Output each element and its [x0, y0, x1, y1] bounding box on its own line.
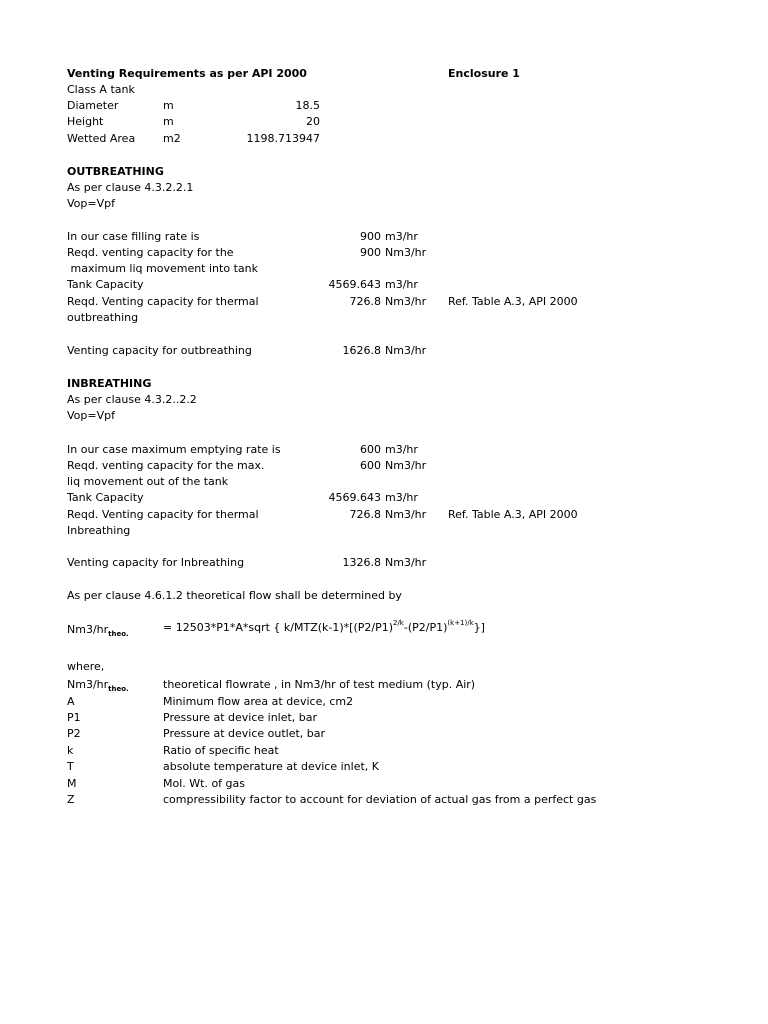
legend-symbol-text: k [67, 744, 74, 757]
where-label: where, [67, 660, 105, 673]
inbreathing-heading: INBREATHING [67, 377, 152, 390]
wetted-area-unit: m2 [163, 132, 181, 145]
legend-description: Pressure at device inlet, bar [163, 711, 318, 724]
formula-rhs-part-2: -(P2/P1) [403, 621, 448, 634]
legend-symbol [67, 694, 75, 710]
legend-description: absolute temperature at device inlet, K [163, 760, 379, 773]
height-unit: m [163, 115, 174, 128]
out-tank-capacity-label: Tank Capacity [67, 278, 144, 291]
in-thermal-value: 726.8 [349, 508, 381, 521]
in-total-unit: Nm3/hr [385, 556, 427, 569]
document-title: Venting Requirements as per API 2000 [67, 67, 307, 80]
out-thermal-label-2: outbreathing [67, 311, 139, 324]
legend-symbol [67, 743, 73, 759]
in-thermal-unit: Nm3/hr [385, 508, 427, 521]
in-tank-capacity-label: Tank Capacity [67, 491, 144, 504]
legend-symbol [67, 677, 129, 693]
emptying-rate-value: 600 [360, 443, 381, 456]
legend-symbol-subscript: theo. [108, 685, 129, 694]
legend-symbol-text: P1 [67, 711, 81, 724]
out-total-unit: Nm3/hr [385, 344, 427, 357]
out-thermal-label-1: Reqd. Venting capacity for thermal [67, 295, 259, 308]
outbreathing-heading: OUTBREATHING [67, 165, 164, 178]
legend-description: theoretical flowrate , in Nm3/hr of test medium (typ. Air) [163, 678, 476, 691]
emptying-rate-unit: m3/hr [385, 443, 418, 456]
formula-exponent-2: (k+1)/k [447, 619, 474, 628]
legend-description: Minimum flow area at device, cm2 [163, 695, 354, 708]
diameter-value: 18.5 [295, 99, 320, 112]
formula-lhs [67, 622, 129, 638]
height-label: Height [67, 115, 104, 128]
out-liq-value: 900 [360, 246, 381, 259]
wetted-area-value: 1198.713947 [246, 132, 320, 145]
theoretical-clause: As per clause 4.6.1.2 theoretical flow shall be determined by [67, 589, 402, 602]
in-tank-capacity-unit: m3/hr [385, 491, 418, 504]
out-thermal-unit: Nm3/hr [385, 295, 427, 308]
legend-symbol-text: Z [67, 793, 75, 806]
out-tank-capacity-value: 4569.643 [328, 278, 381, 291]
in-liq-value: 600 [360, 459, 381, 472]
in-tank-capacity-value: 4569.643 [328, 491, 381, 504]
legend-symbol [67, 759, 74, 775]
out-liq-label-1: Reqd. venting capacity for the [67, 246, 234, 259]
out-total-value: 1626.8 [342, 344, 381, 357]
in-liq-unit: Nm3/hr [385, 459, 427, 472]
inbreathing-clause: As per clause 4.3.2..2.2 [67, 393, 197, 406]
inbreathing-formula: Vop=Vpf [67, 409, 115, 422]
in-total-value: 1326.8 [342, 556, 381, 569]
out-liq-label-2: maximum liq movement into tank [67, 262, 258, 275]
in-total-label: Venting capacity for Inbreathing [67, 556, 245, 569]
height-value: 20 [306, 115, 320, 128]
diameter-label: Diameter [67, 99, 119, 112]
legend-description: Mol. Wt. of gas [163, 777, 246, 790]
legend-description: Pressure at device outlet, bar [163, 727, 326, 740]
enclosure-label: Enclosure 1 [448, 67, 520, 80]
in-thermal-ref: Ref. Table A.3, API 2000 [448, 508, 578, 521]
in-liq-label-1: Reqd. venting capacity for the max. [67, 459, 265, 472]
emptying-rate-label: In our case maximum emptying rate is [67, 443, 281, 456]
legend-symbol-text: T [67, 760, 74, 773]
formula-lhs-subscript: theo. [108, 630, 129, 639]
formula-rhs [163, 620, 485, 636]
outbreathing-clause: As per clause 4.3.2.2.1 [67, 181, 194, 194]
legend-symbol-text: A [67, 695, 75, 708]
out-tank-capacity-unit: m3/hr [385, 278, 418, 291]
legend-symbol-text: Nm3/hr [67, 678, 109, 691]
formula-lhs-text: Nm3/hr [67, 623, 109, 636]
in-liq-label-2: liq movement out of the tank [67, 475, 229, 488]
legend-description: compressibility factor to account for deviation of actual gas from a perfect gas [163, 793, 597, 806]
legend-symbol [67, 726, 81, 742]
out-thermal-ref: Ref. Table A.3, API 2000 [448, 295, 578, 308]
in-thermal-label-1: Reqd. Venting capacity for thermal [67, 508, 259, 521]
out-liq-unit: Nm3/hr [385, 246, 427, 259]
legend-symbol [67, 776, 77, 792]
formula-exponent-1: 2/k [393, 619, 404, 628]
tank-class: Class A tank [67, 83, 135, 96]
out-total-label: Venting capacity for outbreathing [67, 344, 252, 357]
diameter-unit: m [163, 99, 174, 112]
wetted-area-label: Wetted Area [67, 132, 136, 145]
legend-symbol-text: P2 [67, 727, 81, 740]
out-thermal-value: 726.8 [349, 295, 381, 308]
in-thermal-label-2: Inbreathing [67, 524, 131, 537]
formula-rhs-part-3: }] [473, 621, 485, 634]
filling-rate-unit: m3/hr [385, 230, 418, 243]
legend-symbol-text: M [67, 777, 77, 790]
legend-description: Ratio of specific heat [163, 744, 279, 757]
outbreathing-formula: Vop=Vpf [67, 197, 115, 210]
legend-symbol [67, 792, 75, 808]
filling-rate-label: In our case filling rate is [67, 230, 200, 243]
formula-rhs-part-1: = 12503*P1*A*sqrt { k/MTZ(k-1)*[(P2/P1) [163, 621, 393, 634]
filling-rate-value: 900 [360, 230, 381, 243]
legend-symbol [67, 710, 81, 726]
